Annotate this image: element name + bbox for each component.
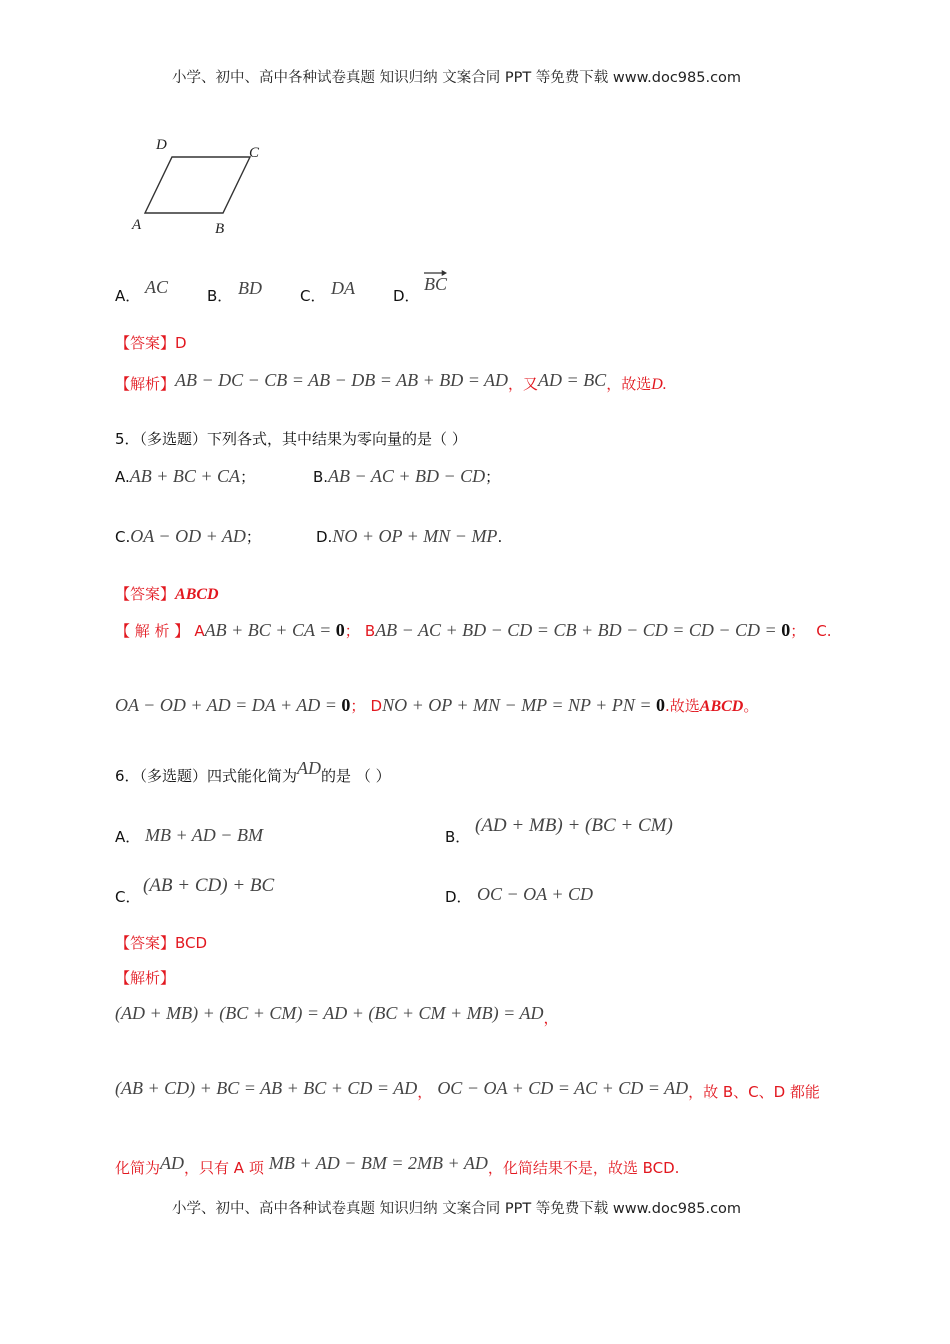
q4-answer: 【答案】D (115, 334, 187, 352)
q6-option-d-expr: OC − OA + CD (477, 884, 593, 904)
q4-option-a-label: A． (115, 287, 141, 305)
q6-option-c-expr: (AB + CD) + BC (143, 875, 275, 896)
figure-label-d: D (156, 137, 167, 153)
q6-analysis-line2: (AB + CD) + BC = AB + BC + CD = AD， OC − OA + CD = AC + CD = AD，故 B、C、D 都能 (115, 1078, 820, 1101)
q5-option-c: C.OA − OD + AD； (115, 526, 261, 546)
parallelogram-figure (125, 130, 275, 240)
figure-label-a: A (132, 217, 142, 233)
q6-option-b-label: B． (445, 828, 471, 846)
q4-option-b-label: B． (207, 287, 233, 305)
vector-arrow-icon (424, 268, 447, 278)
q4-option-c-expr: DA (331, 278, 355, 298)
q6-analysis-line3: 化简为AD，只有 A 项 MB + AD − BM = 2MB + AD，化简结果不是，故选 BCD. (115, 1153, 680, 1177)
page-footer: 小学、初中、高中各种试卷真题 知识归纳 文案合同 PPT 等免费下载 www.doc985.com (172, 1201, 742, 1217)
q5-answer: 【答案】ABCD (115, 585, 219, 603)
q6-analysis-line1: (AD + MB) + (BC + CM) = AD + (BC + CM + MB) = AD， (115, 1003, 559, 1027)
q6-option-d-label: D． (445, 888, 472, 906)
q6-answer: 【答案】BCD (115, 934, 208, 952)
q4-option-d-expr: BC (424, 274, 447, 295)
q5-stem: 5．（多选题）下列各式，其中结果为零向量的是（ ） (115, 430, 467, 448)
q5-option-b: B.AB − AC + BD − CD； (313, 466, 501, 486)
q6-stem: 6．（多选题）四式能化简为AD的是 （ ） (115, 758, 391, 785)
q6-option-c-label: C． (115, 888, 141, 906)
q4-analysis: 【解析】AB − DC − CB = AB − DB = AB + BD = AD，又AD = BC，故选D. (115, 370, 667, 393)
q4-option-b-expr: BD (238, 278, 262, 298)
figure-label-b: B (215, 221, 225, 237)
q6-option-b-expr: (AD + MB) + (BC + CM) (475, 815, 673, 836)
q5-option-a: A.AB + BC + CA； (115, 466, 256, 486)
q4-option-d-label: D． (393, 287, 420, 305)
q4-option-a-expr: AC (145, 277, 169, 297)
q5-option-d: D.NO + OP + MN − MP. (316, 526, 503, 546)
q6-analysis-tag: 【解析】 (115, 969, 176, 987)
q6-option-a-label: A． (115, 828, 141, 846)
figure-label-c: C (249, 145, 260, 161)
q4-option-c-label: C． (300, 287, 326, 305)
q5-analysis-line2: OA − OD + AD = DA + AD = 0； DNO + OP + MN − MP = NP + PN = 0.故选ABCD。 (115, 695, 759, 715)
page-header: 小学、初中、高中各种试卷真题 知识归纳 文案合同 PPT 等免费下载 www.doc985.com (172, 70, 742, 86)
q6-option-a-expr: MB + AD − BM (145, 825, 263, 845)
q5-analysis-line1: 【 解 析 】 AAB + BC + CA = 0； BAB − AC + BD − CD = CB + BD − CD = CD − CD = 0； C. (115, 620, 832, 640)
